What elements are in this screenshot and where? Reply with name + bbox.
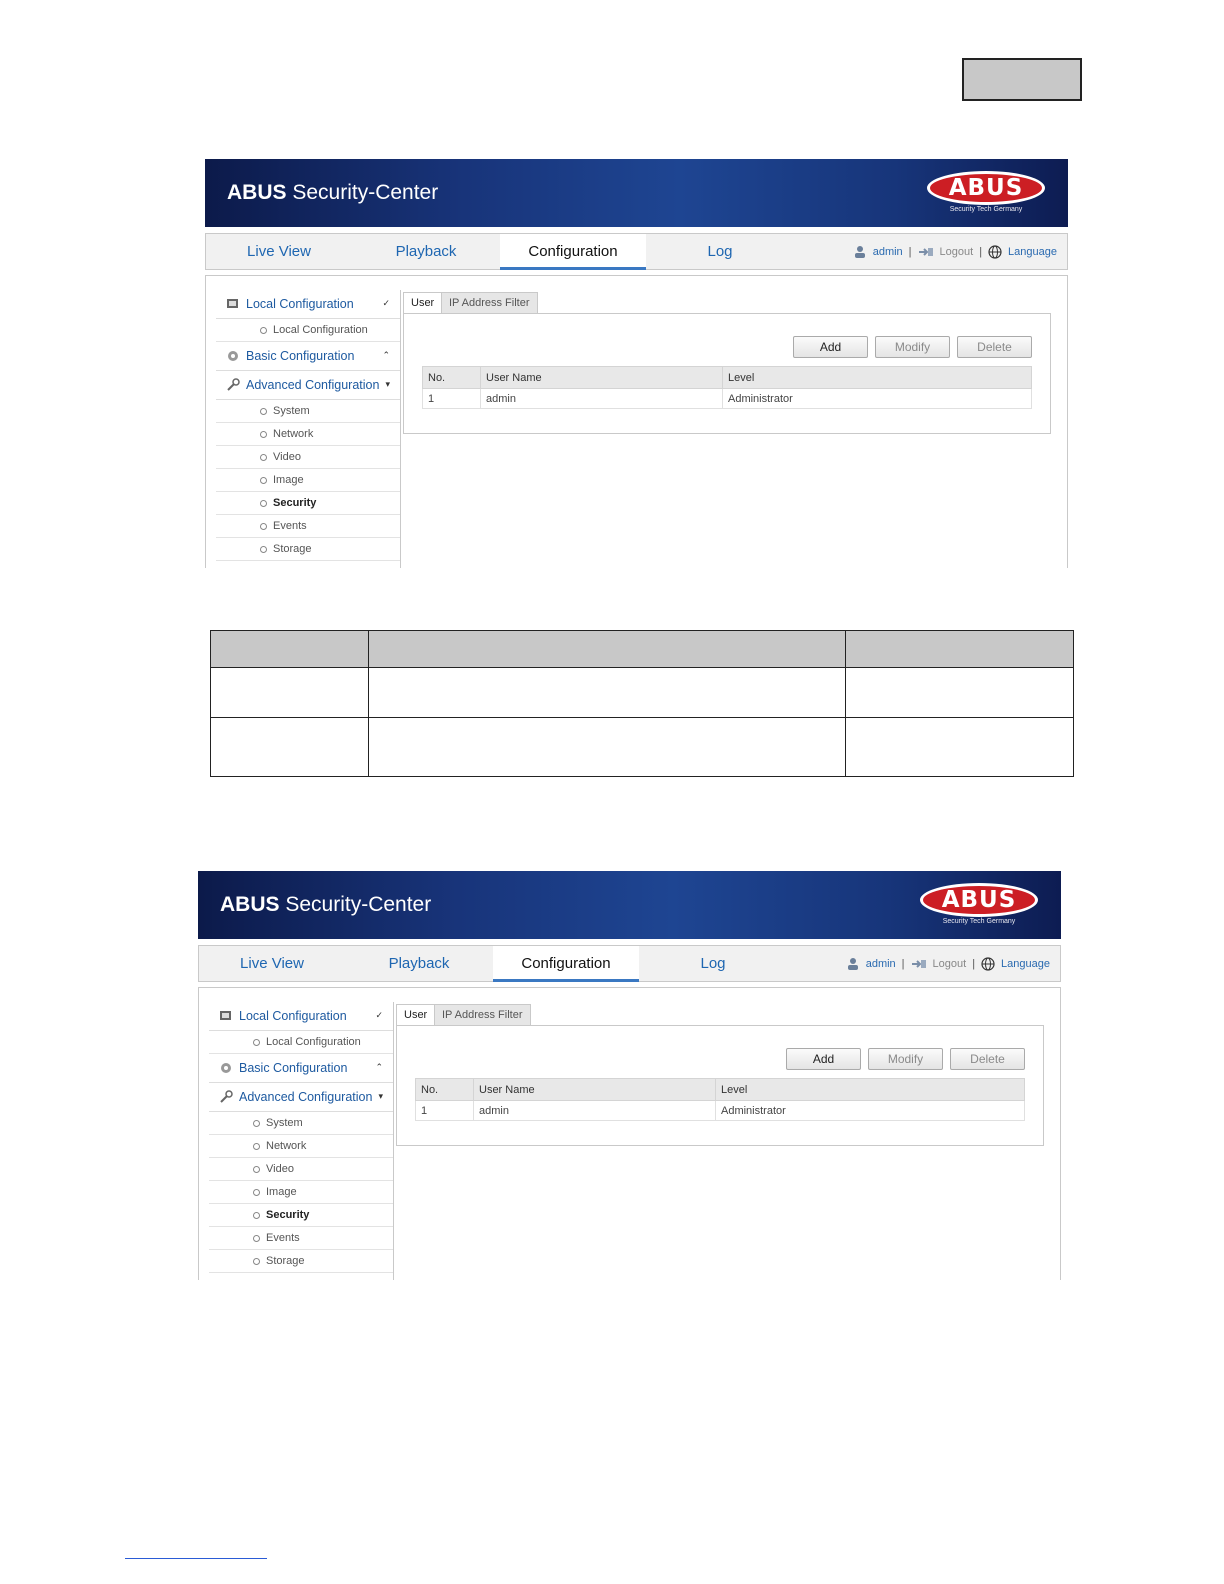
sidebar-item-storage[interactable]: Storage: [216, 538, 400, 561]
abus-logo: ABUS Security Tech Germany: [918, 883, 1040, 929]
security-panel: [403, 292, 1053, 405]
sidebar-item-network[interactable]: Network: [216, 423, 400, 446]
chevron-down-icon: ▾: [378, 1091, 383, 1101]
circle-bullet-icon: [260, 523, 267, 530]
subtab-ip-address-filter[interactable]: IP Address Filter: [441, 292, 538, 314]
table-row[interactable]: [423, 389, 1032, 409]
doc-header-cell: [369, 631, 846, 668]
chevron-down-icon: ▾: [385, 379, 390, 389]
column-header-level: Level: [716, 1079, 1025, 1101]
sidebar-basic-configuration[interactable]: Basic Configuration ⌃: [209, 1054, 393, 1083]
config-sidebar: [209, 1002, 394, 1280]
screenshot-2: [198, 871, 1061, 1280]
security-panel: [396, 1004, 1046, 1117]
table-row: [211, 668, 1074, 718]
sidebar-item-network[interactable]: Network: [209, 1135, 393, 1158]
app-title: ABUS Security-Center: [227, 181, 439, 204]
column-header-no: No.: [423, 367, 481, 389]
subtab-ip-address-filter[interactable]: IP Address Filter: [434, 1004, 531, 1026]
logout-icon: [918, 246, 934, 258]
globe-icon: [988, 245, 1002, 259]
sidebar-item-system[interactable]: System: [209, 1112, 393, 1135]
tab-playback[interactable]: Playback: [388, 955, 450, 972]
sidebar-basic-configuration[interactable]: Basic Configuration ⌃: [216, 342, 400, 371]
user-box: [396, 1025, 1044, 1146]
modify-button[interactable]: Modify: [868, 1048, 943, 1070]
column-header-user-name: User Name: [474, 1079, 716, 1101]
chevron-down-icon: ✓: [375, 1010, 383, 1020]
wrench-icon: [226, 378, 240, 392]
globe-icon: [981, 957, 995, 971]
sidebar-item-video[interactable]: Video: [209, 1158, 393, 1181]
abus-logo: ABUS Security Tech Germany: [925, 171, 1047, 217]
column-header-user-name: User Name: [481, 367, 723, 389]
tab-configuration[interactable]: Configuration: [493, 946, 639, 982]
config-content: [205, 275, 1068, 568]
circle-bullet-icon: [253, 1189, 260, 1196]
table-row: [211, 718, 1074, 777]
sidebar-item-video[interactable]: Video: [216, 446, 400, 469]
user-area: admin | Logout | Language: [853, 234, 1057, 270]
sidebar-item-local-configuration[interactable]: Local Configuration: [216, 319, 400, 342]
circle-bullet-icon: [260, 500, 267, 507]
logout-link[interactable]: Logout: [939, 246, 974, 258]
user-name-link[interactable]: admin: [872, 246, 903, 258]
delete-button[interactable]: Delete: [957, 336, 1032, 358]
sidebar-item-storage[interactable]: Storage: [209, 1250, 393, 1273]
sidebar-item-image[interactable]: Image: [216, 469, 400, 492]
cell-no: 1: [423, 389, 481, 409]
doc-header-cell: [846, 631, 1074, 668]
user-table: [422, 366, 1032, 409]
user-table: [415, 1078, 1025, 1121]
sidebar-advanced-configuration[interactable]: Advanced Configuration ▾: [216, 371, 400, 400]
config-sidebar: [216, 290, 401, 568]
subtab-user[interactable]: User: [403, 292, 442, 314]
logout-icon: [911, 958, 927, 970]
tab-log[interactable]: Log: [707, 243, 733, 260]
tab-live-view[interactable]: Live View: [240, 955, 304, 972]
wrench-icon: [219, 1090, 233, 1104]
add-button[interactable]: Add: [793, 336, 868, 358]
monitor-icon: [219, 1009, 233, 1023]
sidebar-item-events[interactable]: Events: [209, 1227, 393, 1250]
tab-live-view[interactable]: Live View: [247, 243, 311, 260]
cell-user-name: admin: [481, 389, 723, 409]
cell-no: 1: [416, 1101, 474, 1121]
table-row[interactable]: [416, 1101, 1025, 1121]
circle-bullet-icon: [260, 327, 267, 334]
modify-button[interactable]: Modify: [875, 336, 950, 358]
cell-user-name: admin: [474, 1101, 716, 1121]
chevron-up-icon: ⌃: [375, 1062, 383, 1072]
add-button[interactable]: Add: [786, 1048, 861, 1070]
sidebar-advanced-configuration[interactable]: Advanced Configuration ▾: [209, 1083, 393, 1112]
sidebar-local-configuration[interactable]: Local Configuration ✓: [209, 1002, 393, 1031]
circle-bullet-icon: [260, 431, 267, 438]
circle-bullet-icon: [253, 1258, 260, 1265]
circle-bullet-icon: [260, 477, 267, 484]
gear-icon: [226, 349, 240, 363]
logout-link[interactable]: Logout: [932, 958, 967, 970]
circle-bullet-icon: [253, 1143, 260, 1150]
sidebar-local-configuration[interactable]: Local Configuration ✓: [216, 290, 400, 319]
sidebar-item-events[interactable]: Events: [216, 515, 400, 538]
sidebar-item-security[interactable]: Security: [209, 1204, 393, 1227]
column-header-level: Level: [723, 367, 1032, 389]
subtab-user[interactable]: User: [396, 1004, 435, 1026]
language-link[interactable]: Language: [1008, 246, 1057, 258]
user-box: [403, 313, 1051, 434]
chevron-down-icon: ✓: [382, 298, 390, 308]
corner-label-box: [962, 58, 1082, 101]
document-table: [210, 630, 1074, 777]
sidebar-item-local-configuration[interactable]: Local Configuration: [209, 1031, 393, 1054]
language-link[interactable]: Language: [1001, 958, 1050, 970]
user-area: admin | Logout | Language: [846, 946, 1050, 982]
user-name-link[interactable]: admin: [865, 958, 896, 970]
tab-log[interactable]: Log: [700, 955, 726, 972]
app-title: ABUS Security-Center: [220, 893, 432, 916]
circle-bullet-icon: [253, 1212, 260, 1219]
monitor-icon: [226, 297, 240, 311]
circle-bullet-icon: [260, 546, 267, 553]
user-icon: [846, 957, 860, 971]
cell-level: Administrator: [716, 1101, 1025, 1121]
chevron-up-icon: ⌃: [382, 350, 390, 360]
sidebar-item-system[interactable]: System: [216, 400, 400, 423]
header-banner: [205, 159, 1068, 227]
doc-header-cell: [211, 631, 369, 668]
tab-configuration[interactable]: Configuration: [500, 234, 646, 270]
circle-bullet-icon: [260, 454, 267, 461]
circle-bullet-icon: [253, 1039, 260, 1046]
main-nav: [205, 233, 1068, 270]
main-nav: [198, 945, 1061, 982]
user-icon: [853, 245, 867, 259]
header-banner: [198, 871, 1061, 939]
cell-level: Administrator: [723, 389, 1032, 409]
circle-bullet-icon: [260, 408, 267, 415]
gear-icon: [219, 1061, 233, 1075]
footer-link-underline: [125, 1558, 267, 1559]
delete-button[interactable]: Delete: [950, 1048, 1025, 1070]
circle-bullet-icon: [253, 1166, 260, 1173]
config-content: [198, 987, 1061, 1280]
sidebar-item-image[interactable]: Image: [209, 1181, 393, 1204]
sidebar-item-security[interactable]: Security: [216, 492, 400, 515]
tab-playback[interactable]: Playback: [395, 243, 457, 260]
circle-bullet-icon: [253, 1235, 260, 1242]
circle-bullet-icon: [253, 1120, 260, 1127]
column-header-no: No.: [416, 1079, 474, 1101]
screenshot-1: [205, 159, 1068, 568]
